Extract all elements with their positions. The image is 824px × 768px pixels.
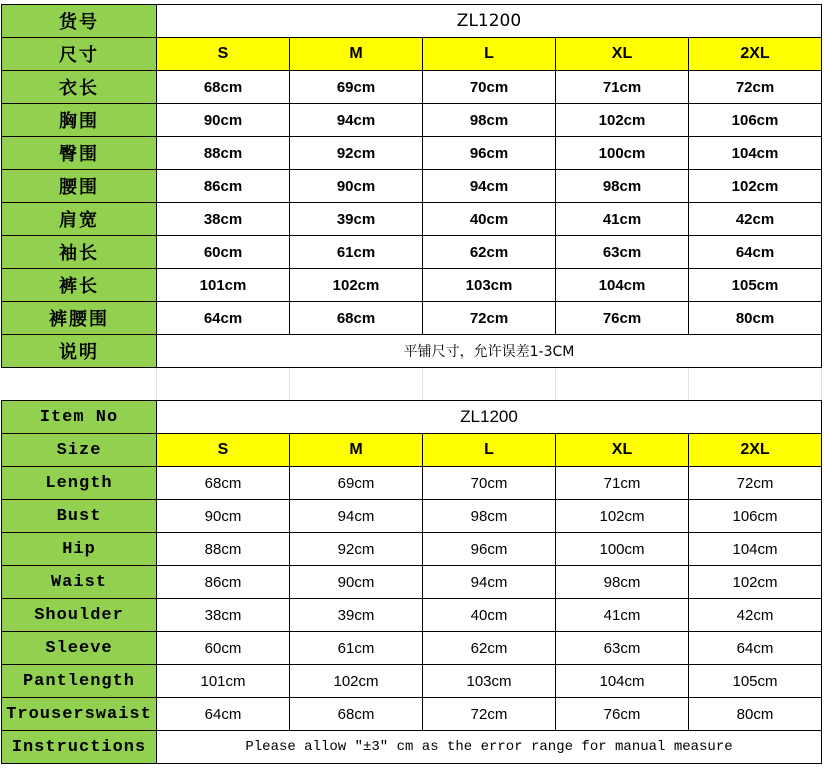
table-cell: 102cm [290, 269, 423, 302]
table-cell: 72cm [689, 71, 822, 104]
table-cell: 72cm [689, 467, 822, 500]
table-cell: 88cm [157, 137, 290, 170]
table-cell: 105cm [689, 665, 822, 698]
table-cell: 106cm [689, 500, 822, 533]
table-cell: 80cm [689, 698, 822, 731]
table-cell: 96cm [423, 533, 556, 566]
table-cell: 72cm [423, 698, 556, 731]
table-cell: 88cm [157, 533, 290, 566]
item-number-row [2, 401, 822, 434]
table-row [2, 137, 822, 170]
item-number-value: ZL1200 [157, 401, 822, 434]
table-cell: 69cm [290, 71, 423, 104]
table-cell: 86cm [157, 170, 290, 203]
size-xl: XL [556, 434, 689, 467]
table-row [2, 467, 822, 500]
note-label: 说明 [2, 335, 157, 368]
table-cell: 102cm [290, 665, 423, 698]
gap-gridline [688, 368, 689, 400]
table-cell: 102cm [556, 500, 689, 533]
size-header-row [2, 38, 822, 71]
table-cell: 64cm [689, 632, 822, 665]
size-l: L [423, 38, 556, 71]
item-number-label: Item No [2, 401, 157, 434]
row-label: 肩宽 [2, 203, 157, 236]
item-number-value: ZL1200 [157, 5, 822, 38]
table-cell: 98cm [556, 566, 689, 599]
table-cell: 102cm [556, 104, 689, 137]
table-cell: 100cm [556, 137, 689, 170]
table-cell: 64cm [157, 302, 290, 335]
table-cell: 104cm [556, 269, 689, 302]
table-cell: 104cm [689, 137, 822, 170]
table-cell: 68cm [157, 467, 290, 500]
row-label: Bust [2, 500, 157, 533]
gap-gridline [156, 368, 157, 400]
table-cell: 62cm [423, 236, 556, 269]
table-cell: 38cm [157, 599, 290, 632]
size-label: Size [2, 434, 157, 467]
table-cell: 105cm [689, 269, 822, 302]
table-cell: 80cm [689, 302, 822, 335]
table-cell: 90cm [157, 500, 290, 533]
item-number-label: 货号 [2, 5, 157, 38]
table-cell: 68cm [157, 71, 290, 104]
table-cell: 63cm [556, 632, 689, 665]
row-label: 腰围 [2, 170, 157, 203]
table-cell: 98cm [423, 104, 556, 137]
note-row [2, 731, 822, 764]
row-label: 袖长 [2, 236, 157, 269]
table-cell: 61cm [290, 632, 423, 665]
table-row [2, 500, 822, 533]
table-row [2, 599, 822, 632]
table-cell: 70cm [423, 71, 556, 104]
gap-gridline [289, 368, 290, 400]
size-header-row [2, 434, 822, 467]
table-cell: 98cm [423, 500, 556, 533]
table-cell: 70cm [423, 467, 556, 500]
size-xl: XL [556, 38, 689, 71]
table-cell: 98cm [556, 170, 689, 203]
table-cell: 90cm [290, 566, 423, 599]
table-cell: 42cm [689, 203, 822, 236]
note-text: 平铺尺寸，允许误差1-3CM [157, 335, 822, 368]
row-label: 胸围 [2, 104, 157, 137]
table-row [2, 632, 822, 665]
table-cell: 102cm [689, 170, 822, 203]
table-row [2, 698, 822, 731]
table-row [2, 269, 822, 302]
table-cell: 96cm [423, 137, 556, 170]
table-cell: 39cm [290, 599, 423, 632]
row-label: Sleeve [2, 632, 157, 665]
row-label: 衣长 [2, 71, 157, 104]
table-row [2, 302, 822, 335]
table-cell: 101cm [157, 665, 290, 698]
table-cell: 100cm [556, 533, 689, 566]
size-s: S [157, 434, 290, 467]
table-cell: 76cm [556, 302, 689, 335]
table-cell: 90cm [157, 104, 290, 137]
table-cell: 104cm [689, 533, 822, 566]
table-cell: 62cm [423, 632, 556, 665]
table-cell: 69cm [290, 467, 423, 500]
table-cell: 94cm [290, 500, 423, 533]
row-label: Pantlength [2, 665, 157, 698]
gap-gridline [555, 368, 556, 400]
size-2xl: 2XL [689, 38, 822, 71]
note-text: Please allow "±3" cm as the error range for manual measure [157, 731, 822, 764]
row-label: 臀围 [2, 137, 157, 170]
gap-gridline [821, 368, 822, 400]
table-cell: 94cm [423, 566, 556, 599]
table-cell: 92cm [290, 137, 423, 170]
table-cell: 41cm [556, 203, 689, 236]
table-cell: 94cm [290, 104, 423, 137]
row-label: Length [2, 467, 157, 500]
chinese-size-table [1, 4, 822, 368]
table-cell: 72cm [423, 302, 556, 335]
table-row [2, 533, 822, 566]
table-cell: 61cm [290, 236, 423, 269]
table-cell: 60cm [157, 632, 290, 665]
size-m: M [290, 38, 423, 71]
table-row [2, 236, 822, 269]
table-cell: 39cm [290, 203, 423, 236]
table-cell: 102cm [689, 566, 822, 599]
table-cell: 41cm [556, 599, 689, 632]
table-cell: 63cm [556, 236, 689, 269]
table-cell: 76cm [556, 698, 689, 731]
table-cell: 60cm [157, 236, 290, 269]
row-label: Waist [2, 566, 157, 599]
table-cell: 92cm [290, 533, 423, 566]
table-cell: 104cm [556, 665, 689, 698]
table-cell: 71cm [556, 467, 689, 500]
table-cell: 38cm [157, 203, 290, 236]
size-l: L [423, 434, 556, 467]
table-cell: 94cm [423, 170, 556, 203]
size-2xl: 2XL [689, 434, 822, 467]
table-row [2, 170, 822, 203]
table-cell: 68cm [290, 698, 423, 731]
table-cell: 103cm [423, 665, 556, 698]
table-cell: 68cm [290, 302, 423, 335]
gap-gridline [422, 368, 423, 400]
table-cell: 71cm [556, 71, 689, 104]
note-row [2, 335, 822, 368]
size-s: S [157, 38, 290, 71]
row-label: Shoulder [2, 599, 157, 632]
row-label: Trouserswaist [2, 698, 157, 731]
item-number-row [2, 5, 822, 38]
table-cell: 86cm [157, 566, 290, 599]
table-cell: 90cm [290, 170, 423, 203]
table-row [2, 566, 822, 599]
row-label: Hip [2, 533, 157, 566]
table-row [2, 665, 822, 698]
table-row [2, 71, 822, 104]
row-label: 裤长 [2, 269, 157, 302]
row-label: 裤腰围 [2, 302, 157, 335]
table-cell: 103cm [423, 269, 556, 302]
table-cell: 42cm [689, 599, 822, 632]
table-row [2, 203, 822, 236]
english-size-table [1, 400, 822, 764]
table-row [2, 104, 822, 137]
table-cell: 101cm [157, 269, 290, 302]
size-label: 尺寸 [2, 38, 157, 71]
table-cell: 106cm [689, 104, 822, 137]
table-cell: 64cm [157, 698, 290, 731]
size-m: M [290, 434, 423, 467]
note-label: Instructions [2, 731, 157, 764]
table-cell: 64cm [689, 236, 822, 269]
table-cell: 40cm [423, 203, 556, 236]
table-cell: 40cm [423, 599, 556, 632]
